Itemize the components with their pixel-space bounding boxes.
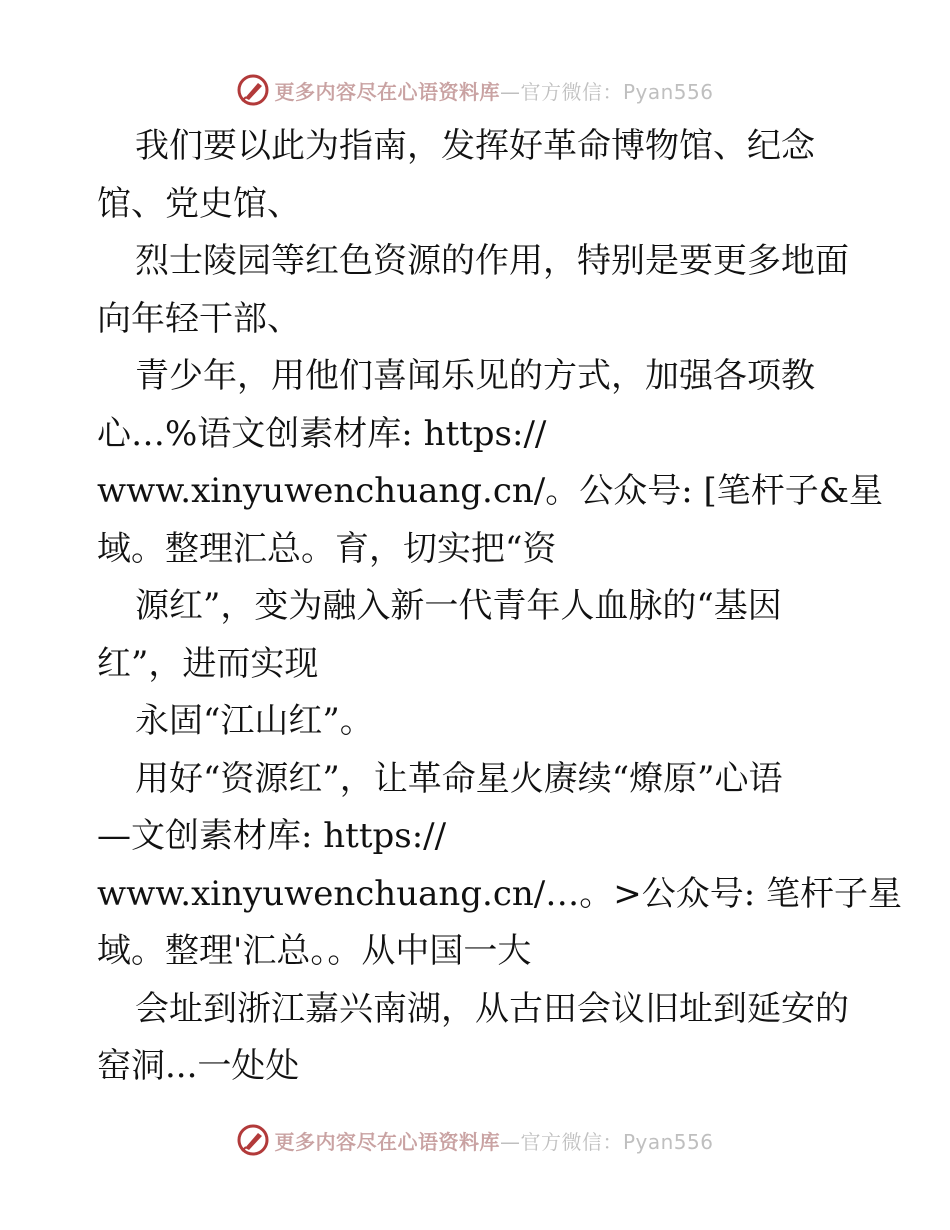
text-line: 馆、党史馆、 <box>97 183 301 224</box>
footer-banner <box>0 1120 950 1160</box>
text-line: 我们要以此为指南，发挥好革命博物馆、纪念 <box>135 126 815 166</box>
text-line: 域。整理汇总。育，切实把“资 <box>97 528 557 569</box>
text-line: www.xinyuwenchuang.cn/…。>公众号: 笔杆子星 <box>97 873 902 914</box>
text-line: 永固“江山红”。 <box>135 701 374 741</box>
text-line: 域。整理'汇总。。从中国一大 <box>97 931 532 971</box>
text-line: 窑洞...一处处 <box>97 1046 300 1086</box>
text-line: —文创素材库: https:// <box>97 816 447 856</box>
text-line: 会址到浙江嘉兴南湖，从古田会议旧址到延安的 <box>135 988 849 1029</box>
document-body <box>97 118 902 1096</box>
footer-banner-text <box>274 1126 713 1155</box>
text-line: 红”，进而实现 <box>97 643 319 684</box>
text-line: 青少年，用他们喜闻乐见的方式，加强各项教 <box>135 356 815 396</box>
text-line: 源红”，变为融入新一代青年人血脉的“基因 <box>135 586 782 626</box>
header-wechat-text: —官方微信：Pyan556 <box>499 79 714 104</box>
text-line: 用好“资源红”，让革命星火赓续“燎原”心语 <box>135 758 783 799</box>
footer-wechat-text: —官方微信：Pyan556 <box>499 1129 714 1154</box>
pen-logo-icon <box>236 73 270 107</box>
text-line: 烈士陵园等红色资源的作用，特别是要更多地面 <box>135 241 849 281</box>
header-banner <box>0 70 950 110</box>
header-banner-title: 更多内容尽在心语资料库 <box>274 79 500 104</box>
text-line: 心…%语文创素材库: https:// <box>97 413 547 454</box>
text-line: 向年轻干部、 <box>97 298 301 339</box>
pen-logo-icon <box>236 1123 270 1157</box>
footer-banner-title: 更多内容尽在心语资料库 <box>274 1129 500 1154</box>
header-banner-text <box>274 76 713 105</box>
text-line: www.xinyuwenchuang.cn/。公众号: [笔杆子&星 <box>97 471 884 511</box>
